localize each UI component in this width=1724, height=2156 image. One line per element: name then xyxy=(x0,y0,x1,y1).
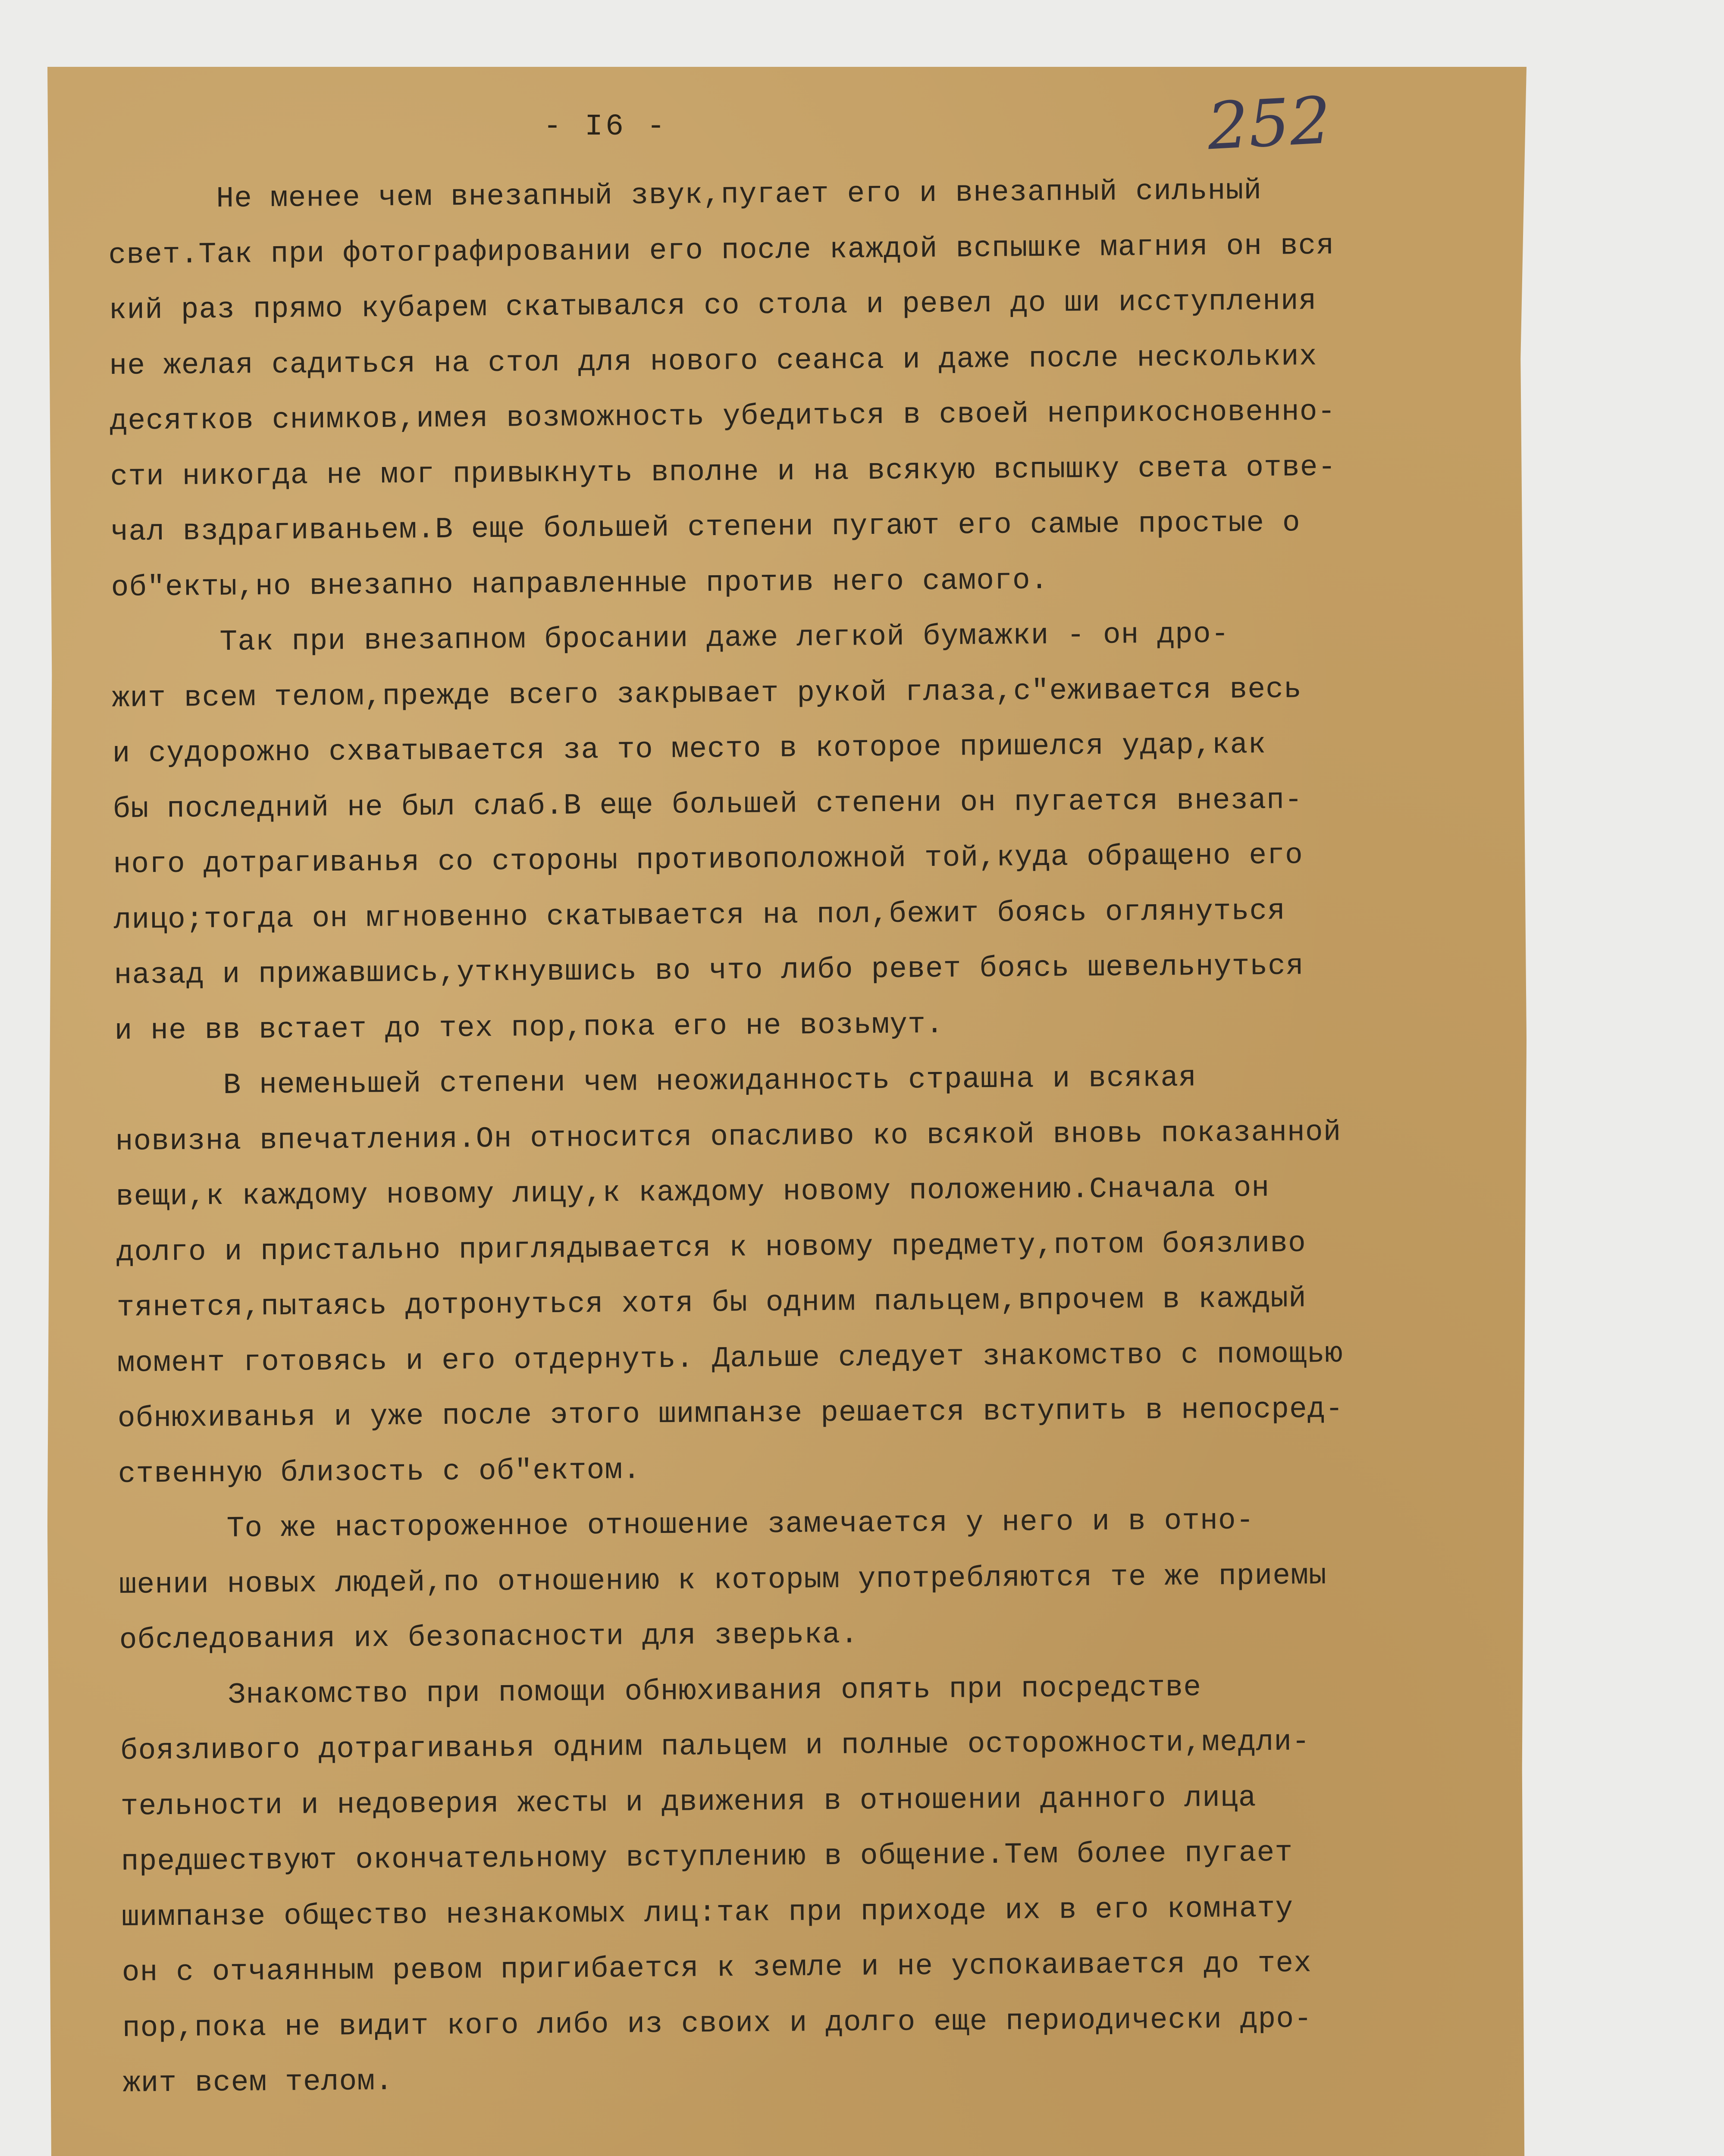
text-line: сти никогда не мог привыкнуть вполне и на всякую вспышку света отве- xyxy=(110,451,1336,494)
text-line: кий раз прямо кубарем скатывался со стола и ревел до ши исступления xyxy=(109,284,1317,327)
text-line: вещи,к каждому новому лицу,к каждому новому положению.Сначала он xyxy=(116,1171,1270,1214)
text-line: ного дотрагиванья со стороны противоположной той,куда обращено его xyxy=(113,839,1304,881)
text-line: об"екты,но внезапно направленные против него самого. xyxy=(111,564,1049,605)
text-line: назад и прижавшись,уткнувшись во что либо ревет боясь шевельнуться xyxy=(114,950,1304,992)
text-line: ственную близость с об"ектом. xyxy=(118,1453,641,1491)
text-line: десятков снимков,имея возможность убедиться в своей неприкосновенно- xyxy=(110,395,1336,438)
text-line: свет.Так при фотографировании его после каждой вспышке магния он вся xyxy=(108,229,1335,272)
text-line: Знакомство при помощи обнюхивания опять при посредстве xyxy=(119,1670,1202,1713)
text-line: и судорожно схватывается за то место в которое пришелся удар,как xyxy=(112,728,1266,771)
text-line: Так при внезапном бросании даже легкой бумажки - он дро- xyxy=(111,617,1229,660)
text-line: новизна впечатления.Он относится опасливо ко всякой вновь показанной xyxy=(115,1116,1342,1159)
text-line: пор,пока не видит кого либо из своих и долго еще периодически дро- xyxy=(122,2002,1313,2045)
text-line: шении новых людей,по отношению к которым употребляются те же приемы xyxy=(119,1559,1327,1602)
text-line: момент готовясь и его отдернуть. Дальше следует знакомство с помощью xyxy=(117,1337,1343,1380)
text-line: долго и пристально приглядывается к новому предмету,потом боязливо xyxy=(116,1226,1307,1269)
text-line: чал вздрагиваньем.В еще большей степени пугают его самые простые о xyxy=(110,506,1301,549)
archive-folio-number: 252 xyxy=(1205,83,1333,165)
page-number: - I6 - xyxy=(543,110,668,144)
text-line: обнюхиванья и уже после этого шимпанзе решается вступить в непосред- xyxy=(117,1392,1344,1435)
text-line: жит всем телом,прежде всего закрывает рукой глаза,с"еживается весь xyxy=(112,672,1302,715)
text-line: боязливого дотрагиванья одним пальцем и полные осторожности,медли- xyxy=(120,1725,1310,1768)
text-line: тельности и недоверия жесты и движения в отношении данного лица xyxy=(120,1781,1257,1824)
text-line: обследования их безопасности для зверька. xyxy=(119,1618,859,1657)
text-line: тянется,пытаясь дотронуться хотя бы одним пальцем,впрочем в каждый xyxy=(116,1282,1307,1325)
text-line: То же настороженное отношение замечается у него и в отно- xyxy=(118,1504,1254,1546)
text-line: лицо;тогда он мгновенно скатывается на пол,бежит боясь оглянуться xyxy=(113,894,1286,937)
text-line: шимпанзе общество незнакомых лиц:так при приходе их в его комнату xyxy=(121,1892,1294,1934)
text-line: жит всем телом. xyxy=(122,2065,394,2100)
text-line: он с отчаянным ревом пригибается к земле и не успокаивается до тех xyxy=(122,1947,1312,1990)
text-line: бы последний не был слаб.В еще большей степени он пугается внезап- xyxy=(113,783,1303,826)
text-line: предшествуют окончательному вступлению в общение.Тем более пугает xyxy=(121,1836,1293,1879)
text-line: В неменьшей степени чем неожиданность страшна и всякая xyxy=(115,1061,1197,1103)
text-line: и не вв встает до тех пор,пока его не возьмут. xyxy=(114,1008,944,1048)
text-line: не желая садиться на стол для нового сеанса и даже после нескольких xyxy=(109,340,1317,383)
text-line: Не менее чем внезапный звук,пугает его и внезапный сильный xyxy=(108,174,1262,216)
typewritten-body xyxy=(108,162,1438,2112)
